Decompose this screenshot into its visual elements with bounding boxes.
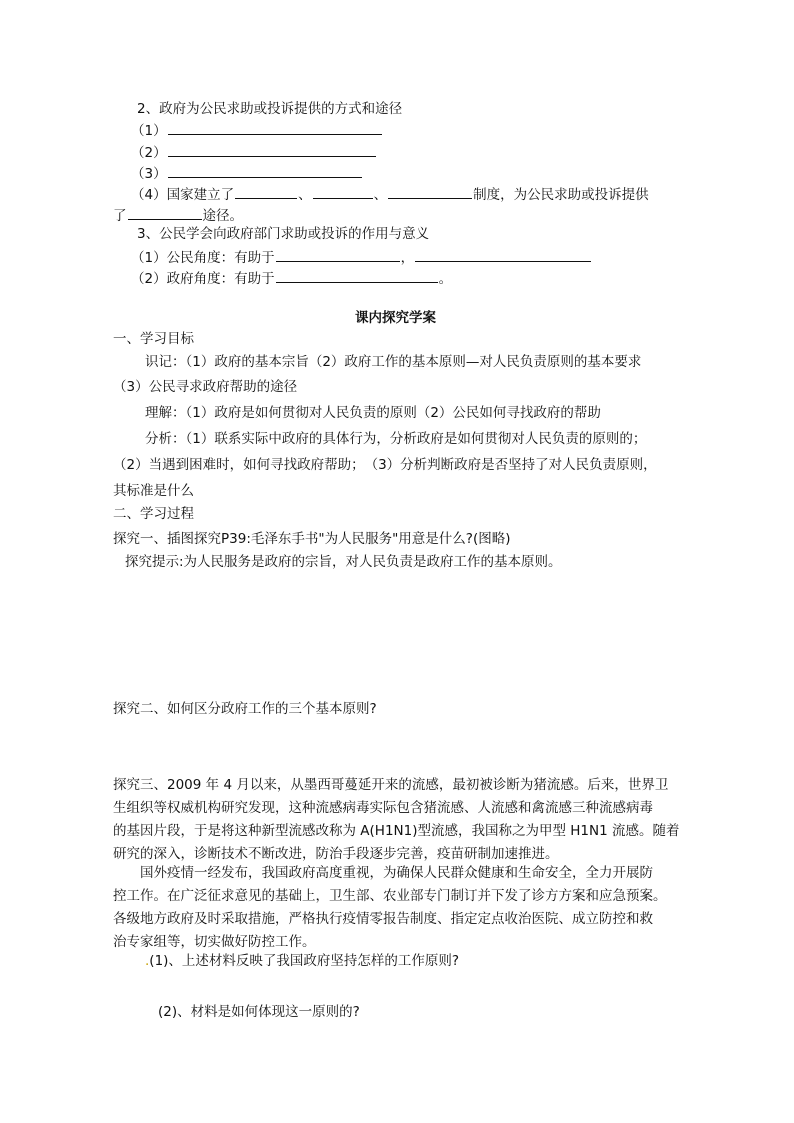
item-label: （2） [131,145,167,161]
goal-analyze-line2: （2）当遇到困难时，如何寻找政府帮助； （3）分析判断政府是否坚持了对人民负责原则， [113,457,657,473]
paragraph-line: 控工作。在广泛征求意见的基础上，卫生部、农业部专门制订并下发了诊方方案和应急预案。 [113,888,667,904]
q3-title: 3、公民学会向政府部门求助或投诉的作用与意义 [137,226,430,242]
answer-blank[interactable] [388,184,472,199]
answer-blank[interactable] [313,184,373,199]
item4-cont-suffix: 途径。 [202,208,243,224]
sub-question-2: (2)、材料是如何体现这一原则的? [158,1004,360,1020]
paragraph-line: 治专家组等，切实做好防控工作。 [113,934,316,950]
explore-2: 探究二、如何区分政府工作的三个基本原则? [113,701,377,717]
answer-blank[interactable] [128,205,202,220]
sub-question-1-text: (1)、上述材料反映了我国政府坚持怎样的工作原则? [149,953,460,969]
goal-recall-line2: （3）公民寻求政府帮助的途径 [113,379,298,395]
item-label: （1） [131,123,167,139]
paragraph-line: 探究三、2009 年 4 月以来，从墨西哥蔓延开来的流感，最初被诊断为猪流感。后来，世界卫 [113,777,669,793]
q3-item-1 [131,247,592,267]
answer-blank[interactable] [415,247,591,262]
answer-blank[interactable] [168,120,382,135]
q2-item-4-continued [113,205,243,225]
paragraph-line: 国外疫情一经发布，我国政府高度重视，为确保人民群众健康和生命安全，全力开展防 [140,865,653,881]
goal-analyze-line1: 分析：（1）联系实际中政府的具体行为，分析政府是如何贯彻对人民负责的原则的； [145,431,647,447]
sub-question-1 [145,952,459,970]
separator: ， [400,250,415,266]
explore-1-hint: 探究提示:为人民服务是政府的宗旨，对人民负责是政府工作的基本原则。 [125,554,562,570]
paragraph-line: 各级地方政府及时采取措施，严格执行疫情零报告制度、指定定点收治医院、成立防控和救 [113,911,653,927]
separator: 、 [373,187,388,203]
item-prefix: （1）公民角度：有助于 [131,250,275,266]
item4-prefix: （4）国家建立了 [131,187,235,203]
q2-item-1 [131,120,383,140]
q2-item-2 [131,142,377,162]
q2-title: 2、政府为公民求助或投诉提供的方式和途径 [137,101,403,117]
explore-1: 探究一、插图探究P39:毛泽东手书"为人民服务"用意是什么?(图略) [113,531,511,547]
marker-dot: . [145,953,150,969]
item-label: （3） [131,166,167,182]
answer-blank[interactable] [235,184,297,199]
answer-blank[interactable] [276,268,438,283]
q2-item-4 [131,184,649,204]
answer-blank[interactable] [168,163,362,178]
item-prefix: （2）政府角度：有助于 [131,271,275,287]
process-heading: 二、学习过程 [113,506,194,522]
q3-item-2 [131,268,452,288]
paragraph-line: 研究的深入，诊断技术不断改进，防治手段逐步完善，疫苗研制加速推进。 [113,846,559,862]
paragraph-line: 的基因片段，于是将这种新型流感改称为 A(H1N1)型流感，我国称之为甲型 H1N1 流感。随着 [113,823,680,839]
period: 。 [438,271,453,287]
q2-item-3 [131,163,363,183]
separator: 、 [298,187,312,203]
goal-recall-line1: 识记：（1）政府的基本宗旨（2）政府工作的基本原则—对人民负责原则的基本要求 [145,354,642,370]
goal-understand: 理解：（1）政府是如何贯彻对人民负责的原则（2）公民如何寻找政府的帮助 [145,405,601,421]
section-title: 课内探究学案 [355,310,436,326]
goal-analyze-line3: 其标准是什么 [113,483,194,499]
paragraph-line: 生组织等权威机构研究发现，这种流感病毒实际包含猪流感、人流感和禽流感三种流感病毒 [113,800,653,816]
answer-blank[interactable] [168,142,376,157]
item4-cont-prefix: 了 [113,208,127,224]
goals-heading: 一、学习目标 [113,331,194,347]
answer-blank[interactable] [276,247,400,262]
item4-mid: 制度，为公民求助或投诉提供 [473,187,649,203]
